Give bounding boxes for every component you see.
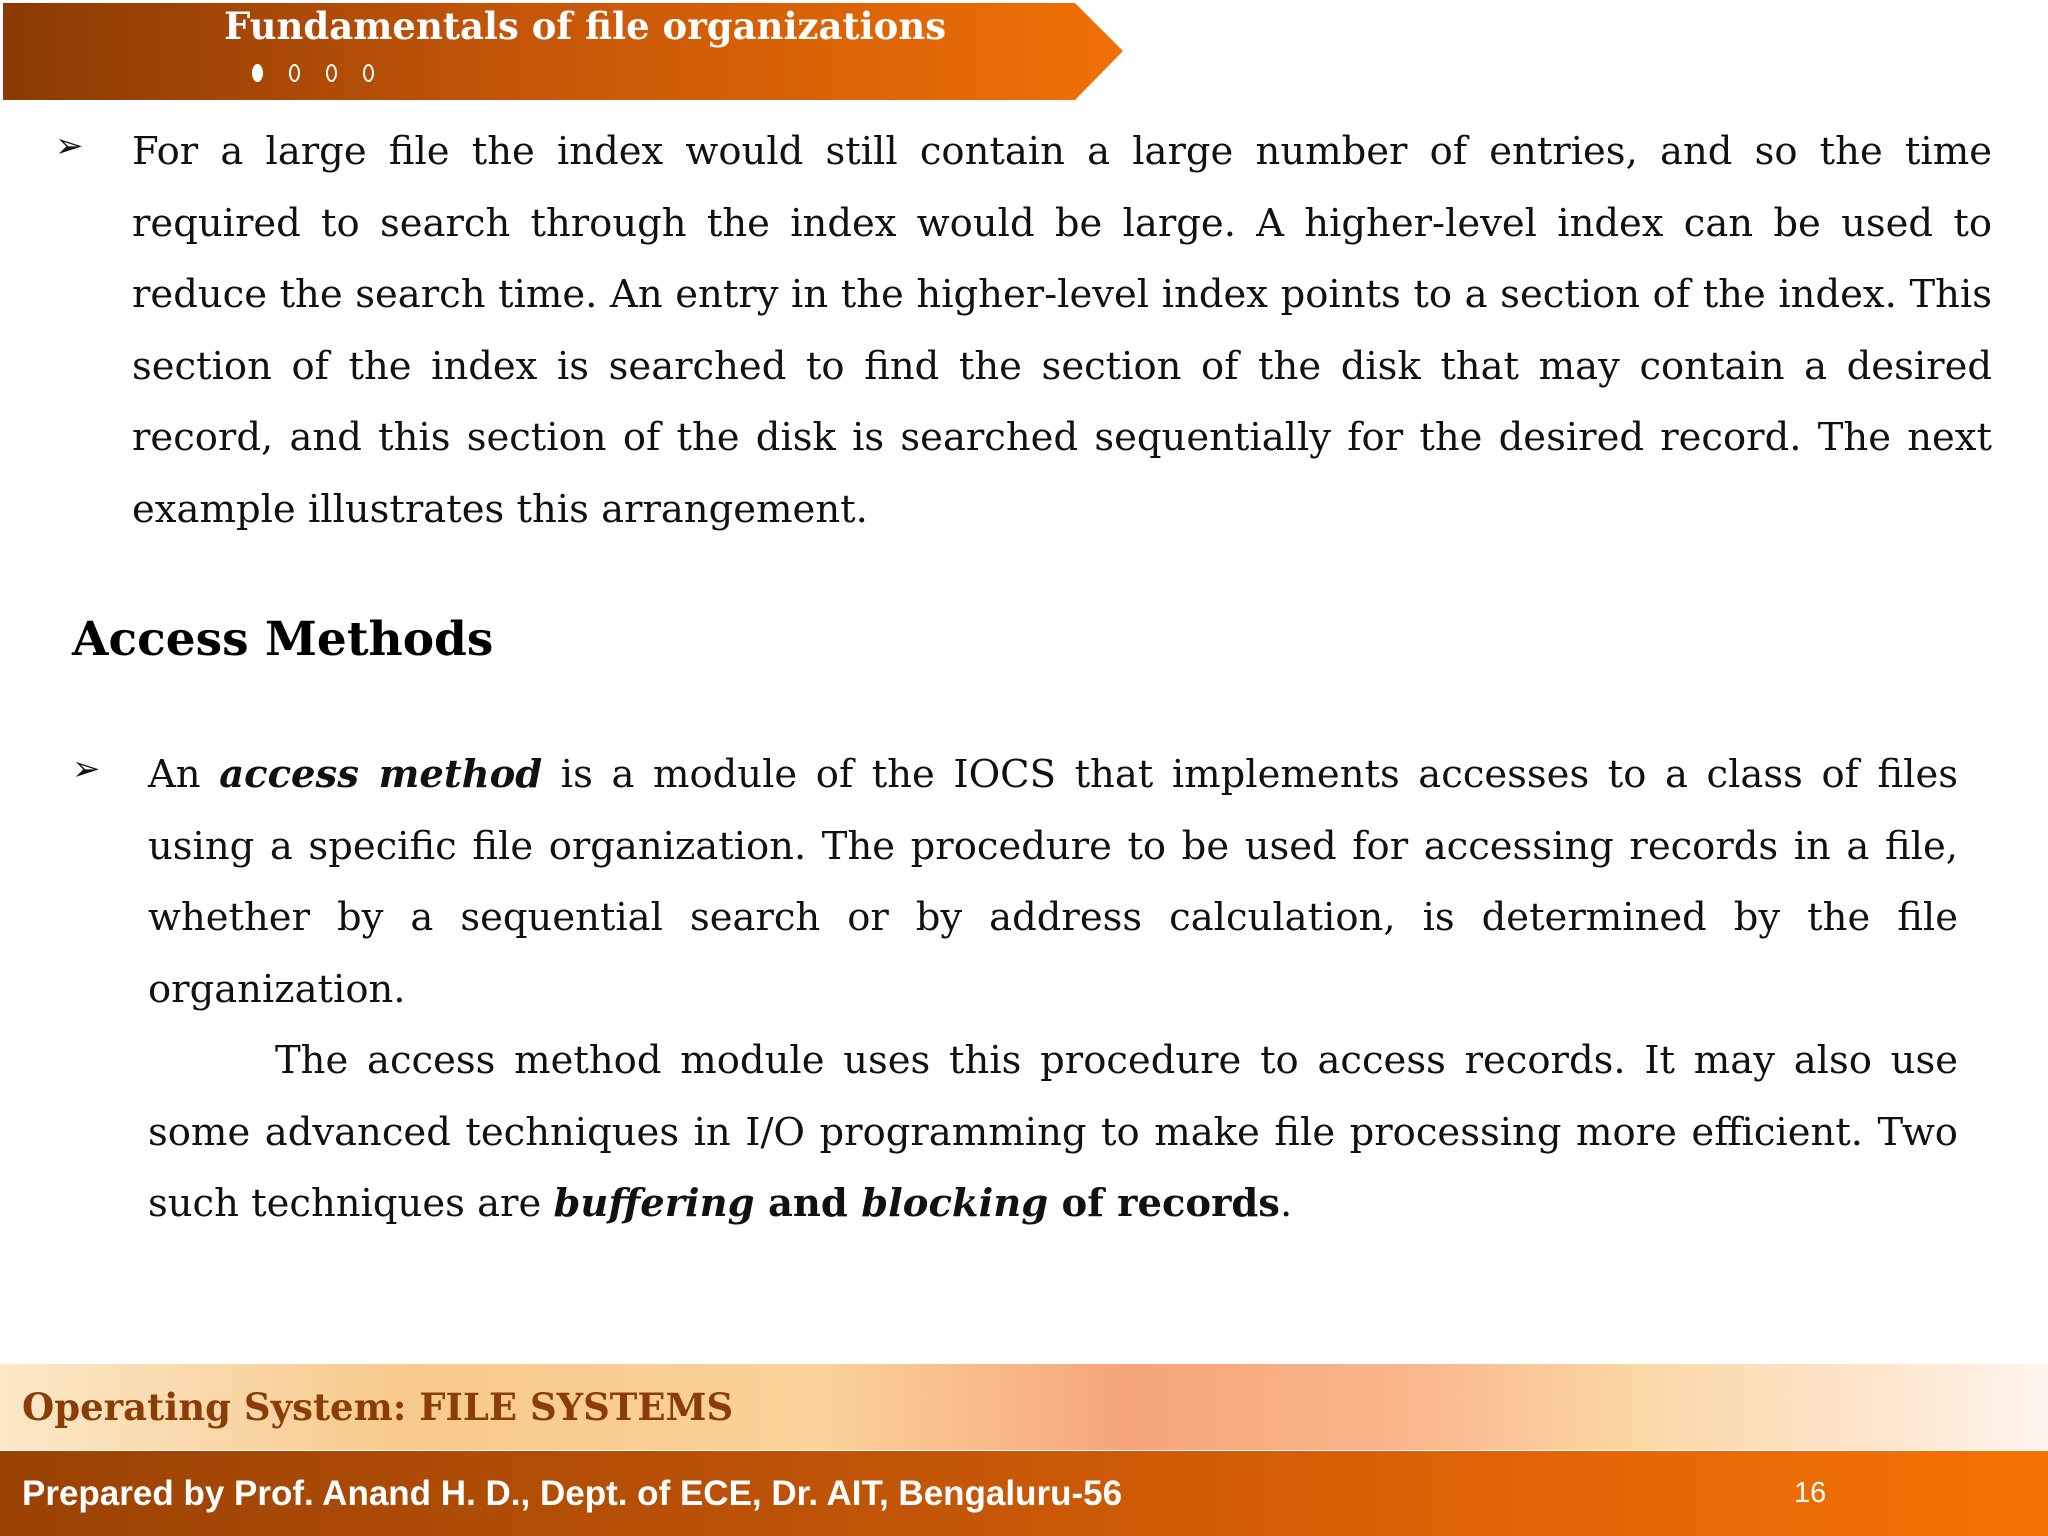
arrowhead-bullet-icon: ➢ (55, 126, 84, 166)
access-method-detail (148, 1025, 1958, 1240)
paragraph-multilevel-index (132, 116, 1992, 545)
section-heading: Access Methods (72, 612, 494, 667)
lead-text: An (148, 752, 220, 797)
paragraph-text: For a large file the index would still contain a large number of entries, and so the time required to search through the index would be large. A higher-level index can be used to reduce the search time. An entry in the higher-level index points to a section of the index. This section of the index is searched to find the section of the disk that may contain a desired record, and this section of the disk is searched sequentially for the desired record. The next example illustrates this arrangement. (132, 129, 1992, 532)
slide-title: Fundamentals of file organizations (224, 4, 947, 48)
access-method-definition (148, 739, 1958, 1025)
progress-dot-icon-3[interactable] (326, 64, 337, 82)
term-access-method: access method (219, 752, 543, 797)
detail-text: The access method module uses this procedure to access records. It may also use some advanced techniques in I/O programming to make file processing more efficient. Two such techniques are (148, 1038, 1958, 1226)
term-buffering: buffering (553, 1181, 755, 1226)
progress-dot-icon-1[interactable] (252, 64, 263, 82)
arrowhead-bullet-icon: ➢ (72, 749, 101, 789)
sentence-end: . (1279, 1181, 1293, 1226)
term-blocking: blocking (861, 1181, 1049, 1226)
footer-credit: Prepared by Prof. Anand H. D., Dept. of ECE, Dr. AIT, Bengaluru-56 (22, 1474, 1123, 1513)
progress-dot-icon-4[interactable] (363, 64, 374, 82)
progress-dot-icon-2[interactable] (289, 64, 300, 82)
and-text: and (754, 1181, 862, 1226)
of-records-text: of records (1048, 1181, 1280, 1226)
definition-text: is a module of the IOCS that implements accesses to a class of files using a specific file organization. The procedure to be used for accessing records in a file, whether by a sequential search or by address calculation, is determined by the file organization. (148, 752, 1959, 1012)
paragraph-access-method (148, 739, 1958, 1240)
page-number: 16 (1794, 1477, 1827, 1509)
footer-subject: Operating System: FILE SYSTEMS (22, 1385, 734, 1429)
